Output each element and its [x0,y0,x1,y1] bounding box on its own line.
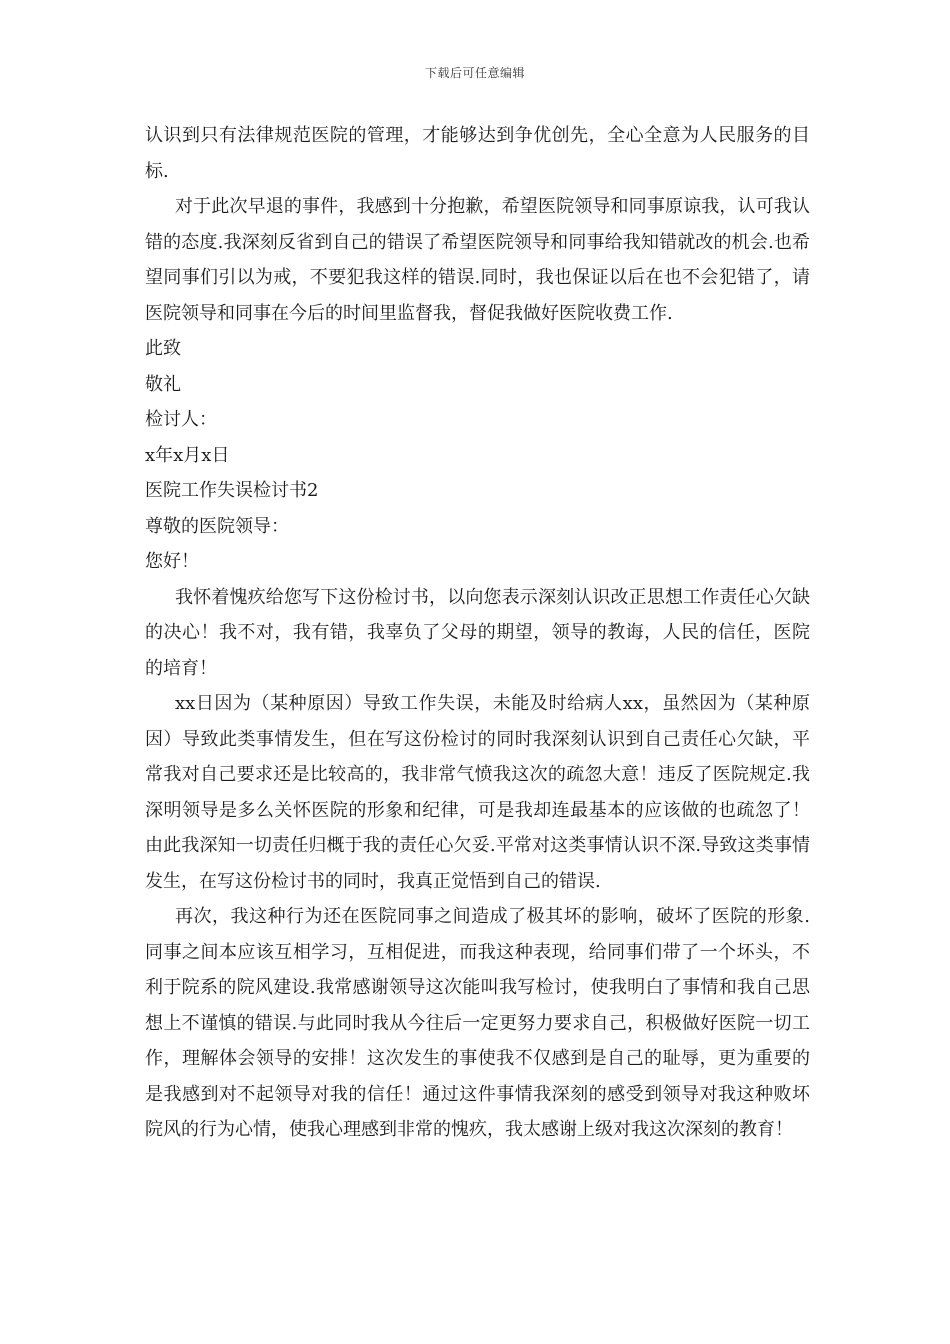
paragraph-apology: 对于此次早退的事件，我感到十分抱歉，希望医院领导和同事原谅我，认可我认错的态度.我深刻反省到自己的错误了希望医院领导和同事给我知错就改的机会.也希望同事们引以为戒，不要犯我这样的错误.同时，我也保证以后在也不会犯错了，请医院领导和同事在今后的时间里监督我，督促我做好医院收费工作. [145,196,810,324]
salutation: 尊敬的医院领导： [145,515,289,537]
greeting: 您好！ [145,551,199,572]
page-header: 下载后可任意编辑 [424,66,525,80]
document-body [145,118,810,1148]
signature-label: 检讨人： [145,409,217,430]
paragraph-intro: 我怀着愧疚给您写下这份检讨书，以向您表示深刻认识改正思想工作责任心欠缺的决心！我不对，我有错，我辜负了父母的期望，领导的教诲，人民的信任，医院的培育！ [145,586,810,679]
paragraph-continuation: 认识到只有法律规范医院的管理，才能够达到争优创先，全心全意为人民服务的目标. [145,125,810,182]
closing-jingli: 敬礼 [145,373,181,395]
paragraph-reflection: 再次，我这种行为还在医院同事之间造成了极其坏的影响，破坏了医院的形象.同事之间本应该互相学习，互相促进，而我这种表现，给同事们带了一个坏头，不利于院系的院风建设.我常感谢领导这次能叫我写检讨，使我明白了事情和我自己思想上不谨慎的错误.与此同时我从今往后一定更努力要求自己，积极做好医院一切工作，理解体会领导的安排！这次发生的事使我不仅感到是自己的耻辱，更为重要的是我感到对不起领导对我的信任！通过这件事情我深刻的感受到领导对我这种败坏院风的行为心情，使我心理感到非常的愧疚，我太感谢上级对我这次深刻的教育！ [145,906,810,1140]
paragraph-incident: xx日因为（某种原因）导致工作失误，未能及时给病人xx，虽然因为（某种原因）导致此类事情发生，但在写这份检讨的同时我深刻认识到自己责任心欠缺，平常我对自己要求还是比较高的，我非常气愤我这次的疏忽大意！违反了医院规定.我深明领导是多么关怀医院的形象和纪律，可是我却连最基本的应该做的也疏忽了！由此我深知一切责任归概于我的责任心欠妥.平常对这类事情认识不深.导致这类事情发生，在写这份检讨书的同时，我真正觉悟到自己的错误. [145,693,810,892]
closing-cizhi: 此致 [145,338,181,359]
section-title: 医院工作失误检讨书2 [145,480,319,501]
signature-date: x年x月x日 [145,444,230,466]
